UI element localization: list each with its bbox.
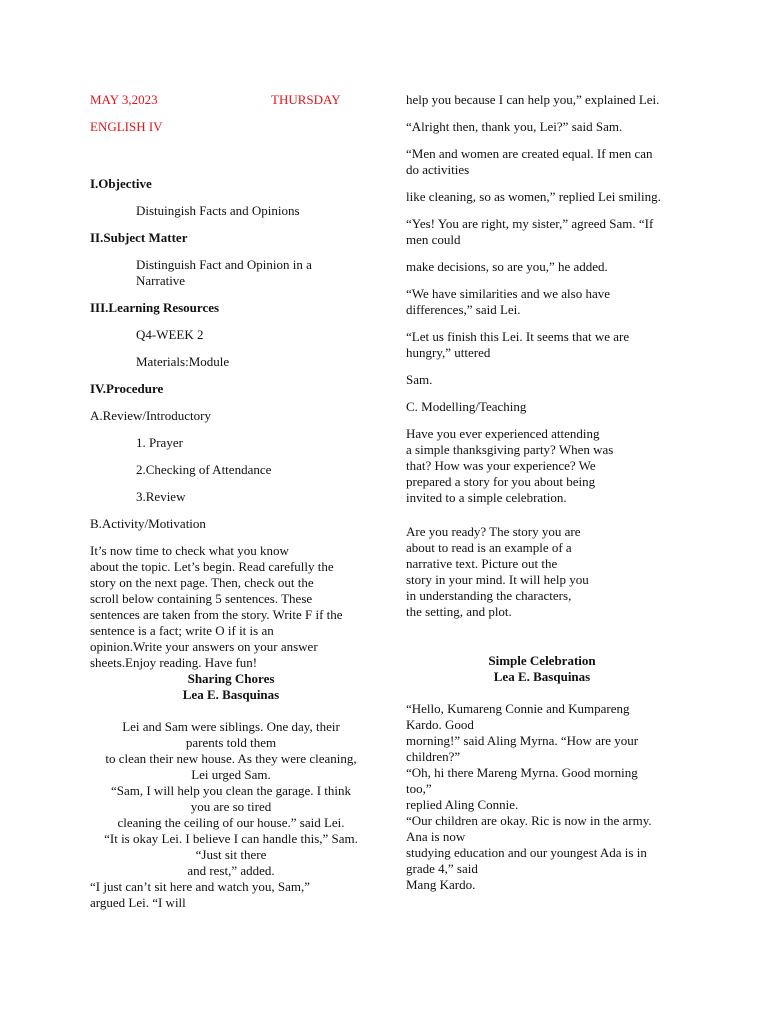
instruction-line: sentence is a fact; write O if it is an bbox=[90, 623, 274, 638]
lesson-day: THURSDAY bbox=[271, 92, 341, 107]
subject-matter-line: Narrative bbox=[136, 273, 186, 288]
instruction-line: story on the next page. Then, check out the bbox=[90, 575, 314, 590]
dialogue-paragraph bbox=[406, 189, 680, 205]
objective-text: Distuingish Facts and Opinions bbox=[136, 203, 300, 218]
review-heading: A.Review/Introductory bbox=[90, 408, 211, 423]
story-title: Sharing Chores bbox=[187, 671, 275, 686]
subject-matter-text bbox=[90, 257, 372, 289]
dialogue-paragraph bbox=[406, 119, 680, 135]
review-item: 3.Review bbox=[136, 489, 186, 504]
dialogue-line: “Alright then, thank you, Lei?” said Sam. bbox=[406, 119, 623, 134]
modelling-line: prepared a story for you about being bbox=[406, 474, 596, 489]
story-line: children?” bbox=[406, 749, 461, 764]
story-body bbox=[406, 701, 680, 893]
dialogue-line: do activities bbox=[406, 162, 470, 177]
dialogue-line: men could bbox=[406, 232, 461, 247]
story-title: Simple Celebration bbox=[488, 653, 596, 668]
procedure-heading: IV.Procedure bbox=[90, 381, 164, 396]
dialogue-line: “Men and women are created equal. If men can bbox=[406, 146, 653, 161]
story-line: to clean their new house. As they were cleaning, bbox=[105, 751, 357, 766]
subject-matter-line: Distinguish Fact and Opinion in a bbox=[136, 257, 312, 272]
instruction-line: scroll below containing 5 sentences. These bbox=[90, 591, 313, 606]
modelling-line: invited to a simple celebration. bbox=[406, 490, 567, 505]
story-line: Lei urged Sam. bbox=[191, 767, 271, 782]
story-line: replied Aling Connie. bbox=[406, 797, 519, 812]
modelling-line: that? How was your experience? We bbox=[406, 458, 596, 473]
dialogue-paragraph bbox=[406, 92, 680, 108]
story-line: morning!” said Aling Myrna. “How are your bbox=[406, 733, 639, 748]
resources-heading: III.Learning Resources bbox=[90, 300, 220, 315]
story-line: studying education and our youngest Ada is in bbox=[406, 845, 647, 860]
story-line: you are so tired bbox=[190, 799, 272, 814]
modelling-line: about to read is an example of a bbox=[406, 540, 572, 555]
modelling-line: Are you ready? The story you are bbox=[406, 524, 581, 539]
modelling-paragraph bbox=[406, 426, 680, 506]
dialogue-paragraph bbox=[406, 146, 680, 178]
story-line: “It is okay Lei. I believe I can handle this,” Sam. bbox=[104, 831, 358, 846]
story-line: Ana is now bbox=[406, 829, 466, 844]
story-line: too,” bbox=[406, 781, 432, 796]
story-line: cleaning the ceiling of our house.” said Lei. bbox=[117, 815, 345, 830]
instruction-line: opinion.Write your answers on your answer bbox=[90, 639, 318, 654]
modelling-line: the setting, and plot. bbox=[406, 604, 512, 619]
subject-title: ENGLISH IV bbox=[90, 119, 163, 134]
right-column bbox=[406, 92, 680, 893]
dialogue-line: “Let us finish this Lei. It seems that we are bbox=[406, 329, 630, 344]
modelling-heading: C. Modelling/Teaching bbox=[406, 399, 527, 414]
story-line: “Hello, Kumareng Connie and Kumpareng bbox=[406, 701, 630, 716]
story-line: “I just can’t sit here and watch you, Sam,” bbox=[90, 879, 310, 894]
dialogue-line: hungry,” uttered bbox=[406, 345, 491, 360]
modelling-line: story in your mind. It will help you bbox=[406, 572, 589, 587]
dialogue-line: “Yes! You are right, my sister,” agreed Sam. “If bbox=[406, 216, 654, 231]
dialogue-paragraph bbox=[406, 259, 680, 275]
dialogue-line: like cleaning, so as women,” replied Lei smiling. bbox=[406, 189, 661, 204]
story-line: “Just sit there bbox=[195, 847, 267, 862]
dialogue-paragraph bbox=[406, 372, 680, 388]
resources-week: Q4-WEEK 2 bbox=[136, 327, 204, 342]
story-line: Kardo. Good bbox=[406, 717, 474, 732]
story-author: Lea E. Basquinas bbox=[493, 669, 591, 684]
activity-heading: B.Activity/Motivation bbox=[90, 516, 206, 531]
story-author: Lea E. Basquinas bbox=[182, 687, 280, 702]
review-item: 2.Checking of Attendance bbox=[136, 462, 272, 477]
instruction-line: about the topic. Let’s begin. Read carefully the bbox=[90, 559, 334, 574]
dialogue-line: Sam. bbox=[406, 372, 433, 387]
subject-matter-heading: II.Subject Matter bbox=[90, 230, 188, 245]
story-title-block bbox=[406, 653, 678, 685]
lesson-header bbox=[90, 92, 372, 108]
review-item: 1. Prayer bbox=[136, 435, 183, 450]
activity-instructions bbox=[90, 543, 372, 671]
story-line: Mang Kardo. bbox=[406, 877, 476, 892]
story-line: “Sam, I will help you clean the garage. I think bbox=[110, 783, 352, 798]
modelling-paragraph bbox=[406, 524, 680, 620]
story-title-block bbox=[90, 671, 372, 703]
lesson-date: MAY 3,2023 bbox=[90, 92, 158, 107]
story-body-continued bbox=[90, 879, 372, 911]
resources-materials: Materials:Module bbox=[136, 354, 230, 369]
dialogue-paragraph bbox=[406, 286, 680, 318]
modelling-line: in understanding the characters, bbox=[406, 588, 572, 603]
story-line: “Our children are okay. Ric is now in the army. bbox=[406, 813, 652, 828]
story-line: parents told them bbox=[185, 735, 277, 750]
modelling-line: narrative text. Picture out the bbox=[406, 556, 558, 571]
dialogue-line: make decisions, so are you,” he added. bbox=[406, 259, 608, 274]
dialogue-line: help you because I can help you,” explained Lei. bbox=[406, 92, 660, 107]
objective-heading: I.Objective bbox=[90, 176, 152, 191]
instruction-line: It’s now time to check what you know bbox=[90, 543, 289, 558]
story-body bbox=[90, 719, 372, 879]
instruction-line: sheets.Enjoy reading. Have fun! bbox=[90, 655, 258, 670]
story-line: and rest,” added. bbox=[187, 863, 275, 878]
dialogue-paragraph bbox=[406, 216, 680, 248]
instruction-line: sentences are taken from the story. Write F if the bbox=[90, 607, 343, 622]
left-column bbox=[90, 92, 372, 911]
story-line: “Oh, hi there Mareng Myrna. Good morning bbox=[406, 765, 638, 780]
story-line: Lei and Sam were siblings. One day, their bbox=[122, 719, 340, 734]
story-line: argued Lei. “I will bbox=[90, 895, 186, 910]
dialogue-line: differences,” said Lei. bbox=[406, 302, 521, 317]
modelling-line: Have you ever experienced attending bbox=[406, 426, 600, 441]
modelling-line: a simple thanksgiving party? When was bbox=[406, 442, 614, 457]
dialogue-line: “We have similarities and we also have bbox=[406, 286, 610, 301]
dialogue-paragraph bbox=[406, 329, 680, 361]
story-line: grade 4,” said bbox=[406, 861, 478, 876]
